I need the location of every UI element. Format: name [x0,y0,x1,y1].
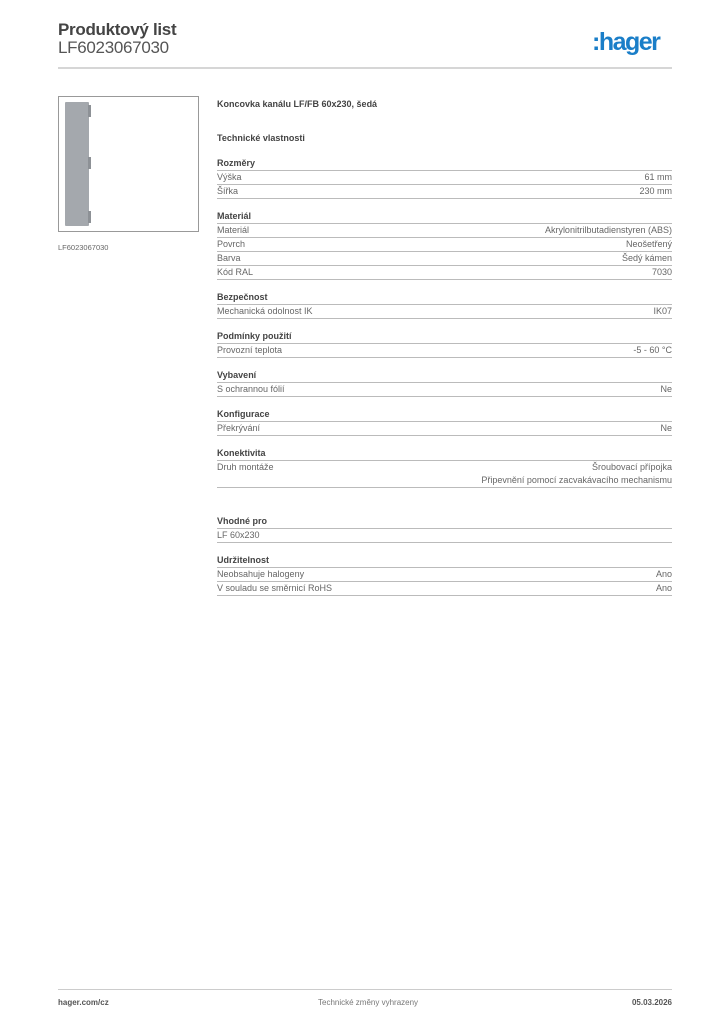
spec-value-line: 230 mm [639,186,672,196]
spec-section [217,514,672,543]
spec-row [217,344,672,358]
spec-value-line: IK07 [653,306,672,316]
spec-row [217,383,672,397]
section-heading: Konfigurace [217,407,672,422]
footer-date: 05.03.2026 [631,998,672,1007]
section-heading: Materiál [217,209,672,224]
clip-tab [88,105,91,117]
spec-row [217,461,672,488]
spec-section [217,553,672,596]
spec-row [217,238,672,252]
spec-value [653,305,672,318]
spec-row [217,266,672,280]
spec-label: Překrývání [217,423,261,433]
footer-divider [58,989,672,990]
spec-value-line: 61 mm [644,172,672,182]
spec-value [656,582,672,595]
spec-value-line: Ano [655,569,672,579]
spec-row [217,224,672,238]
spec-value [652,266,672,279]
product-code: LF6023067030 [58,38,169,57]
spec-value-line: -5 - 60 °C [633,345,672,355]
footer-note: Technické změny vyhrazeny [318,998,419,1007]
section-heading: Vhodné pro [217,514,672,529]
spec-label: Provozní teplota [217,345,283,355]
section-heading: Rozměry [217,156,672,171]
spec-row [217,582,672,596]
spec-label: Druh montáže [217,462,274,472]
spec-label: Materiál [217,225,250,235]
spec-value-line: Akrylonitrilbutadienstyren (ABS) [544,225,672,235]
spec-value [545,224,672,237]
product-image [58,96,199,232]
spec-column [217,96,672,596]
spec-label: Šířka [217,186,239,196]
section-heading: Konektivita [217,446,672,461]
spec-label: Povrch [217,239,246,249]
spec-value-line: Ne [660,384,672,394]
spec-section [217,446,672,488]
image-caption: LF6023067030 [58,243,109,252]
spec-label: LF 60x230 [217,530,260,540]
spec-value [656,568,672,581]
tech-heading: Technické vlastnosti [217,133,305,143]
end-cap-shape [65,102,89,226]
document-title: Produktový list [58,20,177,39]
spec-label: S ochrannou fólií [217,384,285,394]
spec-value-line: Připevnění pomocí zacvakávacího mechanismu [481,475,672,485]
spec-value-line: 7030 [651,267,672,277]
spec-row [217,171,672,185]
spec-value [639,185,672,198]
spec-value [626,238,672,251]
clip-tab [88,211,91,223]
clip-tab [88,157,91,169]
spec-value [660,383,672,396]
spec-value [481,461,672,487]
spec-value [622,252,672,265]
spec-section [217,290,672,319]
header-divider [58,67,672,69]
section-heading: Podmínky použití [217,329,672,344]
spec-value [633,344,672,357]
spec-row [217,185,672,199]
spec-label: Kód RAL [217,267,254,277]
spec-value-line: Šroubovací přípojka [591,462,672,472]
section-heading: Vybavení [217,368,672,383]
spec-section [217,329,672,358]
spec-row [217,305,672,319]
spec-section [217,209,672,280]
spec-row [217,529,672,543]
spec-value [660,422,672,435]
section-heading: Udržitelnost [217,553,672,568]
spec-value-line: Šedý kámen [621,253,672,263]
spec-row [217,252,672,266]
spec-label: Výška [217,172,242,182]
spec-section [217,156,672,199]
spec-value-line: Ne [660,423,672,433]
footer-url[interactable]: hager.com/cz [58,998,109,1007]
spec-row [217,568,672,582]
spec-section [217,368,672,397]
spec-label: Neobsahuje halogeny [217,569,305,579]
spec-row [217,422,672,436]
product-name: Koncovka kanálu LF/FB 60x230, šedá [217,99,378,109]
spec-section [217,407,672,436]
spec-label: Barva [217,253,241,263]
spec-label: Mechanická odolnost IK [217,306,313,316]
spec-value-line: Ano [655,583,672,593]
hager-logo: :hager [592,28,660,56]
spec-value-line: Neošetřený [625,239,672,249]
section-heading: Bezpečnost [217,290,672,305]
spec-value [644,171,672,184]
spec-label: V souladu se směrnicí RoHS [217,583,333,593]
